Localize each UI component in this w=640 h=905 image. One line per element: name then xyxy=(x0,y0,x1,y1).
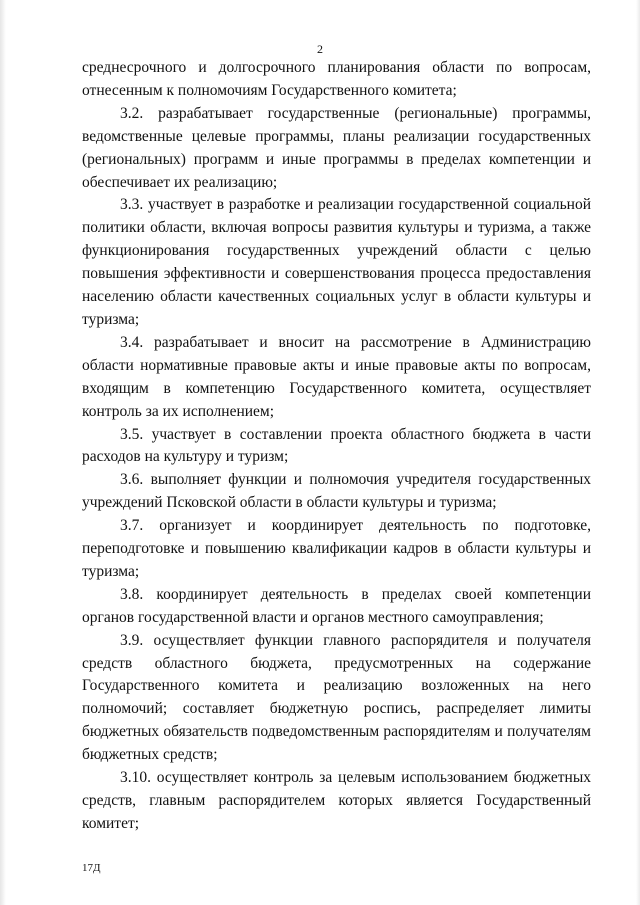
scan-edge-left xyxy=(0,0,6,905)
paragraph-3-8: 3.8. координирует деятельность в пределах своей компетенции органов государственной власти и органов местного самоуправления; xyxy=(82,585,591,626)
paragraph-3-2: 3.2. разрабатывает государственные (региональные) программы, ведомственные целевые программы, планы реализации государственных (региональных) программ и иные программы в пределах компетенции и обеспечивает их реализацию; xyxy=(82,104,591,191)
footer-document-code: 17Д xyxy=(82,862,101,874)
paragraph-3-10: 3.10. осуществляет контроль за целевым использованием бюджетных средств, главным распорядителем которых является Государственный комитет; xyxy=(82,769,591,832)
paragraph-3-7: 3.7. организует и координирует деятельность по подготовке, переподготовке и повышению квалификации кадров в области культуры и туризма; xyxy=(82,517,591,580)
paragraph-3-9: 3.9. осуществляет функции главного распорядителя и получателя средств областного бюджета, предусмотренных на содержание Государственного комитета и реализацию возложенных на него полномочий; составляет бюджетную роспись, распределяет лимиты бюджетных обязательств подведомственным распорядителям и получателям бюджетных средств; xyxy=(82,631,591,764)
document-body xyxy=(82,57,591,836)
paragraph-3-5: 3.5. участвует в составлении проекта областного бюджета в части расходов на культуру и туризм; xyxy=(82,425,591,466)
scan-edge-right xyxy=(636,0,640,905)
paragraph-3-3: 3.3. участвует в разработке и реализации государственной социальной политики области, включая вопросы развития культуры и туризма, а также функционирования государственных учреждений области с целью повышения эффективности и совершенствования процесса предоставления населению области качественных социальных услуг в области культуры и туризма; xyxy=(82,196,591,328)
page-number: 2 xyxy=(317,42,323,56)
paragraph-continuation: среднесрочного и долгосрочного планирования области по вопросам, отнесенным к полномочиям Государственного комитета; xyxy=(82,59,591,99)
paragraph-3-4: 3.4. разрабатывает и вносит на рассмотрение в Администрацию области нормативные правовые акты и иные правовые акты по вопросам, входящим в компетенцию Государственного комитета, осуществляет контроль за их исполнением; xyxy=(82,333,591,420)
paragraph-3-6: 3.6. выполняет функции и полномочия учредителя государственных учреждений Псковской области в области культуры и туризма; xyxy=(82,471,591,512)
